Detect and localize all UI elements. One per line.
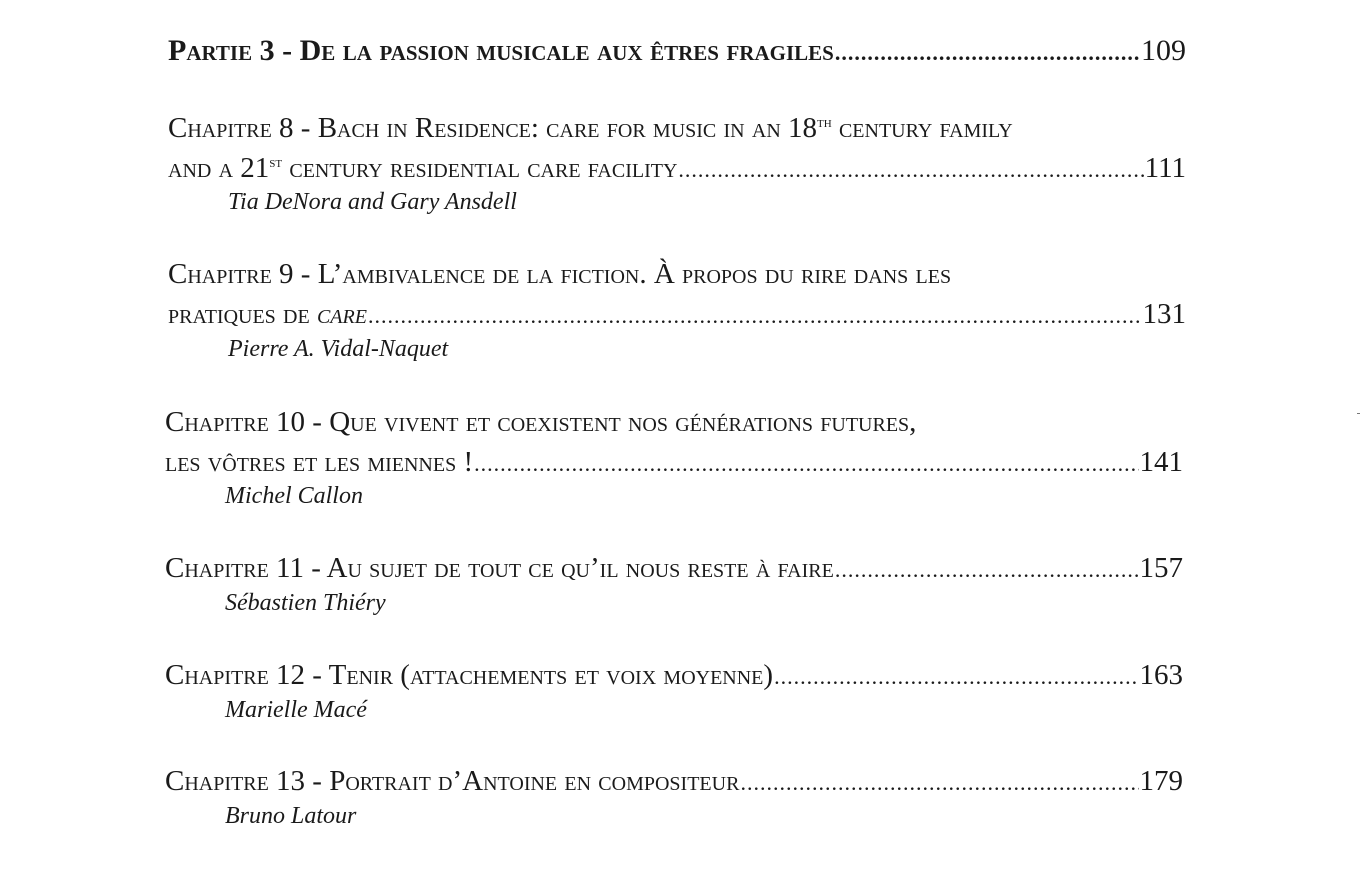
chapter-9-page-number: 131 (1142, 298, 1186, 330)
chapter-13-entry (165, 765, 1183, 798)
chapter-8-title-part: century residential care facility (282, 152, 678, 184)
chapter-10-title-line2 (165, 446, 1183, 479)
chapter-10-page-number: 141 (1139, 446, 1183, 478)
chapter-10-author: Michel Callon (225, 483, 363, 509)
chapter-8-title-part: century family (831, 112, 1013, 144)
chapter-8-title-part: Chapitre 8 - Bach in Residence: care for music in an 18 (168, 112, 818, 144)
ordinal-suffix: st (269, 155, 283, 171)
chapter-13-page-number: 179 (1139, 765, 1183, 797)
chapter-9-title-italic: care (316, 298, 367, 330)
chapter-9-title-part: pratiques de (168, 298, 317, 330)
chapter-8-page-number: 111 (1144, 152, 1186, 184)
part-page-number: 109 (1141, 34, 1186, 67)
leader-dots (835, 557, 1139, 583)
chapter-12-page-number: 163 (1139, 659, 1183, 691)
leader-dots (835, 40, 1140, 66)
chapter-8-title-part: and a 21 (168, 152, 270, 184)
chapter-9-title-cont (168, 298, 367, 331)
chapter-10-title-line1: Chapitre 10 - Que vivent et coexistent nos générations futures, (165, 406, 917, 438)
chapter-8-title-line2 (168, 152, 1186, 185)
chapter-13-author: Bruno Latour (225, 803, 357, 829)
chapter-11-title: Chapitre 11 - Au sujet de tout ce qu’il nous reste à faire (165, 552, 834, 584)
part-heading (168, 34, 1186, 68)
leader-dots (368, 303, 1142, 329)
chapter-11-entry (165, 552, 1183, 585)
chapter-9-title-line1: Chapitre 9 - L’ambivalence de la fiction. À propos du rire dans les (168, 258, 952, 290)
chapter-8-author: Tia DeNora and Gary Ansdell (228, 189, 517, 215)
leader-dots (740, 770, 1138, 796)
ordinal-suffix: th (817, 115, 832, 131)
chapter-13-title: Chapitre 13 - Portrait d’Antoine en compositeur (165, 765, 740, 797)
leader-dots (774, 664, 1138, 690)
chapter-9-author: Pierre A. Vidal-Naquet (228, 336, 449, 362)
chapter-8-title-line1 (168, 112, 1013, 145)
chapter-11-page-number: 157 (1139, 552, 1183, 584)
chapter-10-title-cont: les vôtres et les miennes ! (165, 446, 474, 478)
chapter-12-title: Chapitre 12 - Tenir (attachements et voix moyenne) (165, 659, 774, 691)
chapter-11-author: Sébastien Thiéry (225, 590, 386, 616)
chapter-12-entry (165, 659, 1183, 692)
chapter-9-title-line2 (168, 298, 1186, 331)
leader-dots (678, 157, 1143, 183)
part-title: Partie 3 - De la passion musicale aux êtres fragiles (168, 34, 834, 67)
leader-dots (474, 451, 1138, 477)
chapter-8-title-cont (168, 152, 677, 185)
chapter-12-author: Marielle Macé (225, 697, 367, 723)
